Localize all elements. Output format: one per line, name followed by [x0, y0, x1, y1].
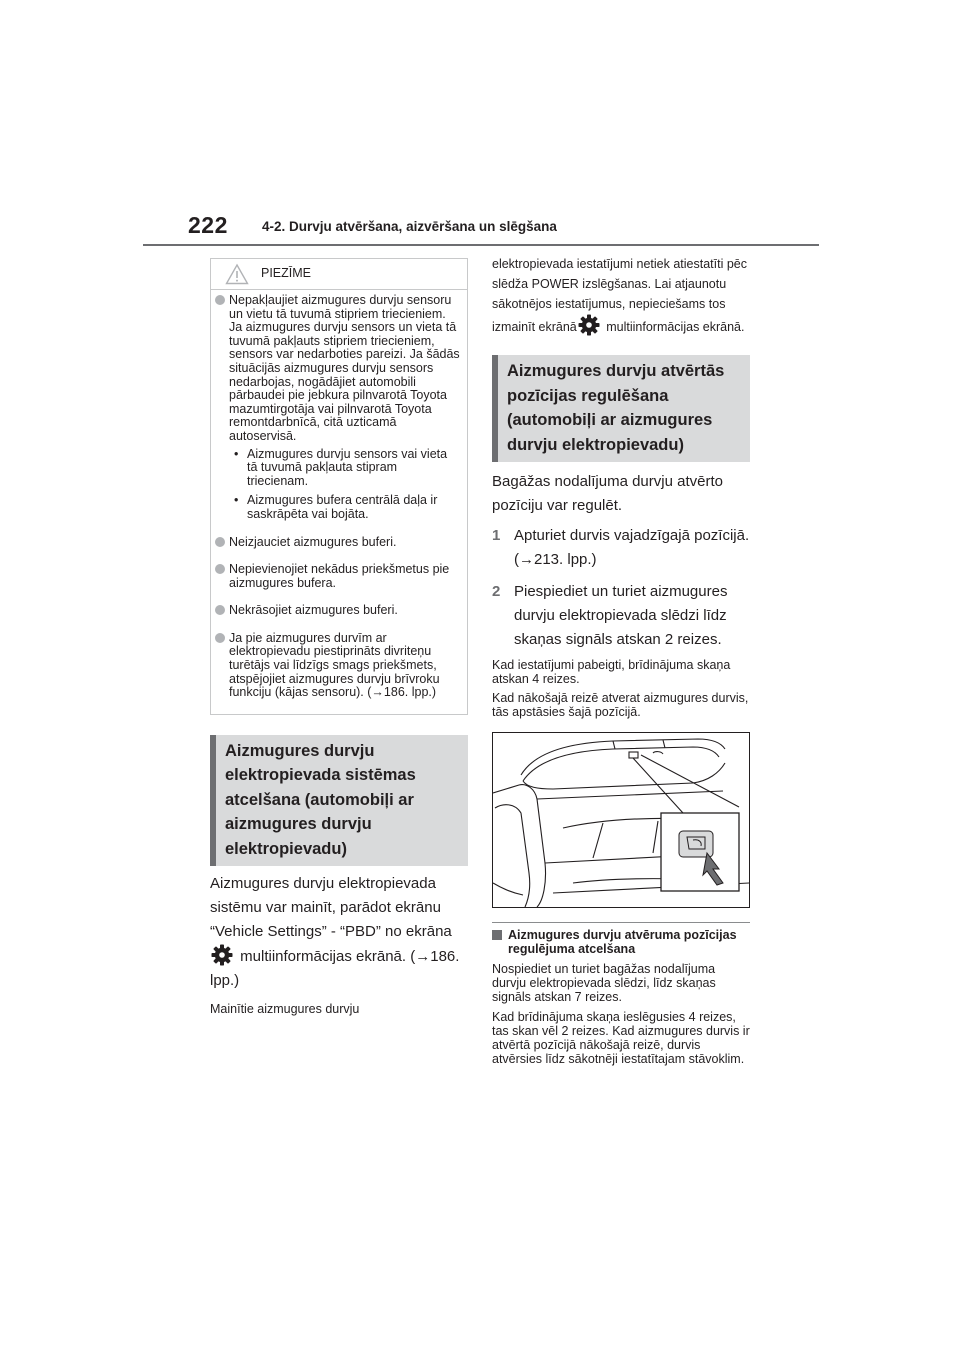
note-item-text: Neizjauciet aizmugures buferi.: [229, 534, 397, 549]
note-sub-item: • Aizmugures durvju sensors vai vieta tā tuvumā pakļauta stipram triecienam.: [229, 448, 461, 489]
note-title: PIEZĪME: [261, 266, 312, 280]
circle-bullet-icon: [215, 605, 225, 615]
step-number: 2: [492, 583, 501, 600]
note-item: [211, 632, 467, 700]
step-text: Apturiet durvis vajadzīgajā pozīcijā. (→213. lpp.): [514, 527, 750, 568]
note-box: [210, 258, 468, 715]
note-item: [211, 604, 467, 618]
continued-text-part: elektropievada iestatījumi netiek atiestatīti pēc slēdža POWER izslēgšanas. Lai atjaunotu sākotnējos iestatījumus, nepieciešams tos izmainīt ekrānā: [492, 257, 747, 334]
step-number: 1: [492, 527, 501, 544]
note-item: [211, 563, 467, 590]
body-text-part: multiinformācijas ekrānā. (→186. lpp.): [210, 948, 460, 990]
note-list: [211, 294, 467, 700]
right-column: [492, 254, 750, 1066]
section-small-text: Mainītie aizmugures durvju: [210, 1002, 360, 1017]
section-heading: Aizmugures durvju atvērtās pozīcijas regulēšana (automobiļi ar aizmugures durvju elektropievadu): [492, 355, 750, 462]
illustration-rule: [492, 922, 750, 923]
note-header: [211, 259, 467, 290]
page-number: 222: [188, 212, 228, 238]
warning-triangle-icon: [225, 263, 249, 285]
subsection-heading-text: Aizmugures durvju atvēruma pozīcijas regulējuma atcelšana: [508, 928, 737, 956]
tailgate-illustration: [492, 732, 750, 908]
step-item: [492, 524, 750, 572]
result-note: Kad nākošajā reizē atverat aizmugures durvis, tās apstāsies šajā pozīcijā.: [492, 691, 749, 719]
note-item: [211, 294, 467, 522]
left-column: [210, 258, 468, 1016]
continued-text: [492, 254, 750, 337]
note-item-text: Ja pie aizmugures durvīm ar elektropievadu piestiprināts divriteņu turētājs vai līdzīgs smags priekšmets, atspējojiet aizmugures durvju brīvroku funkciju (kājas sensoru). (→186. lpp.): [229, 630, 440, 700]
continued-text-part: multiinformācijas ekrānā.: [602, 320, 745, 334]
gear-icon: [211, 944, 233, 966]
note-sub-list: [229, 448, 461, 522]
square-icon: [492, 930, 502, 940]
circle-bullet-icon: [215, 295, 225, 305]
header-rule: [143, 244, 819, 246]
circle-bullet-icon: [215, 633, 225, 643]
result-note: Kad iestatījumi pabeigti, brīdinājuma skaņa atskan 4 reizes.: [492, 658, 731, 686]
note-item-text: Nepievienojiet nekādus priekšmetus pie aizmugures bufera.: [229, 562, 450, 590]
note-item-text: Nepakļaujiet aizmugures durvju sensoru un vietu tā tuvumā stipriem triecieniem. Ja aizmugures durvju sensors un vieta tā tuvumā pakļauts stipriem triecieniem, sensors var nedarboties pareizi. Ja šādās situācijās aizmugures durvju sensors nedarbojas, nogādājiet automobili pārbaudei pie jebkura pilnvarotā Toyota mazumtirgotāja vai pilnvarotā Toyota remontdarbnīcā, citā uzticamā autoservisā.: [229, 293, 460, 443]
tailgate-illustration-drawing: [493, 733, 749, 907]
note-sub-item: • Aizmugures bufera centrālā daļa ir saskrāpēta vai bojāta.: [229, 494, 461, 521]
step-item: [492, 580, 750, 652]
running-head: 4-2. Durvju atvēršana, aizvēršana un slēgšana: [262, 219, 557, 234]
subsection-paragraph: Kad brīdinājuma skaņa ieslēgusies 4 reizes, tas skan vēl 2 reizes. Kad aizmugures durvis ir atvērtā pozīcijā nākošajā reizē, durvis atvērsies līdz sākotnēji iestatītajam stāvoklim.: [492, 1010, 750, 1066]
body-text-part: Aizmugures durvju elektropievada sistēmu var mainīt, parādot ekrānu “Vehicle Settings” - “PBD” no ekrāna: [210, 875, 452, 941]
gear-icon: [578, 314, 600, 336]
step-text: Piespiediet un turiet aizmugures durvju elektropievada slēdzi līdz skaņas signāls atskan 2 reizes.: [514, 583, 728, 648]
subsection-paragraph: Nospiediet un turiet bagāžas nodalījuma durvju elektropievada slēdzi, līdz skaņas signāls atskan 7 reizes.: [492, 962, 716, 1004]
section-body: [210, 872, 468, 993]
subsection-heading: [492, 928, 750, 956]
section-intro: Bagāžas nodalījuma durvju atvērto pozīciju var regulēt.: [492, 473, 723, 514]
section-heading: Aizmugures durvju elektropievada sistēmas atcelšana (automobiļi ar aizmugures durvju elektropievadu): [210, 735, 468, 867]
note-item: [211, 536, 467, 550]
circle-bullet-icon: [215, 537, 225, 547]
note-item-text: Nekrāsojiet aizmugures buferi.: [229, 603, 398, 618]
circle-bullet-icon: [215, 564, 225, 574]
